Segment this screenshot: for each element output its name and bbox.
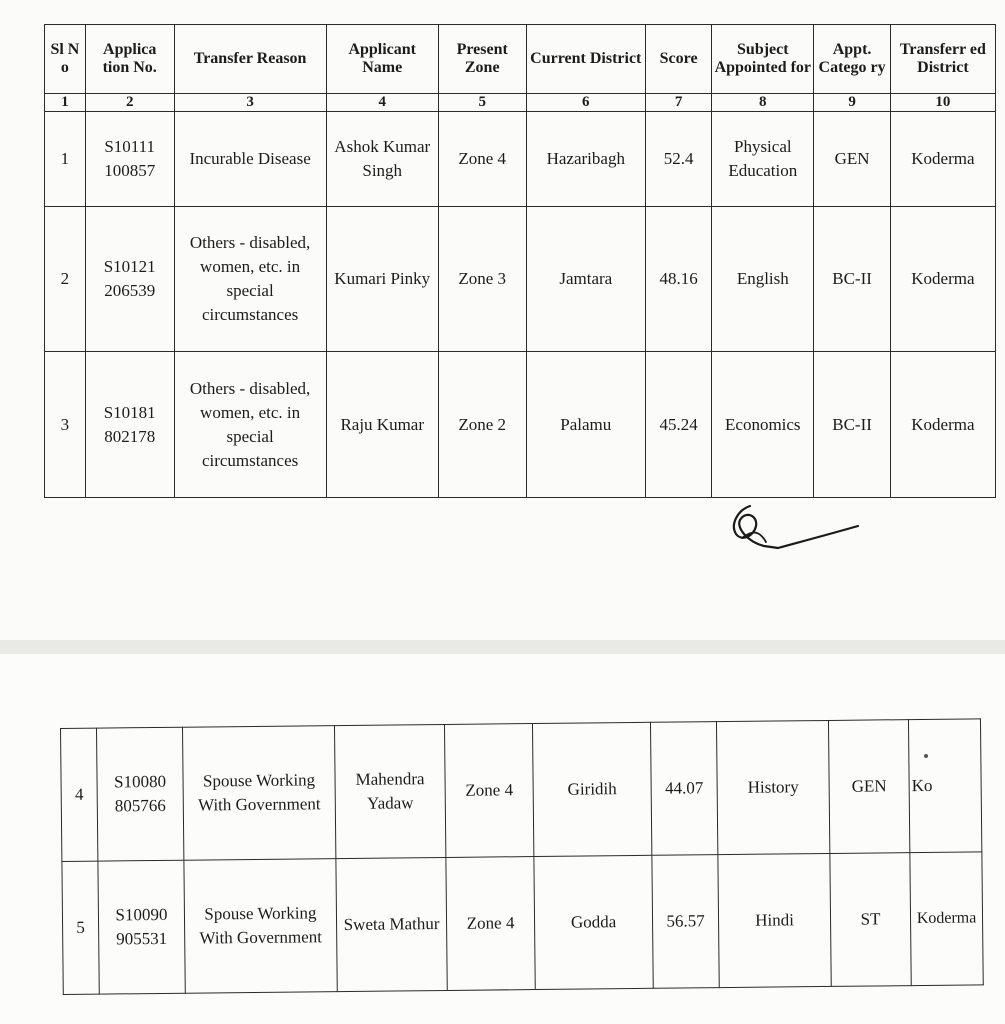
table-row bbox=[45, 207, 996, 352]
col-header-score: Score bbox=[645, 25, 711, 94]
col-number: 3 bbox=[174, 94, 326, 112]
transfer-reason-cell: Spouse Working With Government bbox=[182, 726, 335, 861]
sl-cell: 1 bbox=[45, 112, 86, 207]
score-cell: 52.4 bbox=[645, 112, 711, 207]
present-zone-cell: Zone 3 bbox=[438, 207, 526, 352]
current-district-cell: Hazaribagh bbox=[526, 112, 645, 207]
application-no-cell: S10181 802178 bbox=[85, 352, 174, 498]
sl-cell: 5 bbox=[62, 861, 99, 994]
application-no-cell: S10090 905531 bbox=[98, 860, 185, 994]
present-zone-cell: Zone 4 bbox=[438, 112, 526, 207]
col-number: 8 bbox=[712, 94, 814, 112]
application-no-cell: S10080 805766 bbox=[97, 727, 184, 861]
category-cell: GEN bbox=[814, 112, 891, 207]
col-number: 6 bbox=[526, 94, 645, 112]
transfer-table-page-1 bbox=[44, 24, 996, 498]
col-number: 7 bbox=[645, 94, 711, 112]
transfer-reason-cell: Incurable Disease bbox=[174, 112, 326, 207]
score-cell: 56.57 bbox=[652, 855, 719, 989]
column-number-row bbox=[45, 94, 996, 112]
subject-cell: History bbox=[716, 720, 829, 854]
current-district-cell: Godda bbox=[534, 855, 653, 989]
subject-cell: English bbox=[712, 207, 814, 352]
table-row bbox=[61, 719, 982, 862]
score-cell: 48.16 bbox=[645, 207, 711, 352]
category-cell: GEN bbox=[828, 720, 909, 854]
sl-cell: 4 bbox=[61, 728, 98, 861]
transfer-reason-cell: Spouse Working With Government bbox=[184, 859, 337, 994]
page-separator bbox=[0, 640, 1005, 654]
category-cell: ST bbox=[830, 853, 911, 987]
score-cell: 44.07 bbox=[650, 722, 717, 856]
transfer-reason-cell: Others - disabled, women, etc. in special circumstances bbox=[174, 352, 326, 498]
transferred-district-cell: Koderma bbox=[890, 352, 995, 498]
col-header-transferred-district: Transferr ed District bbox=[890, 25, 995, 94]
col-number: 5 bbox=[438, 94, 526, 112]
col-header-sl: Sl N o bbox=[45, 25, 86, 94]
handwritten-signature bbox=[720, 498, 870, 558]
application-no-cell: S10121 206539 bbox=[85, 207, 174, 352]
col-number: 10 bbox=[890, 94, 995, 112]
category-cell: BC-II bbox=[814, 352, 891, 498]
table-row bbox=[62, 852, 983, 995]
present-zone-cell: Zone 2 bbox=[438, 352, 526, 498]
col-header-application-no: Applica tion No. bbox=[85, 25, 174, 94]
category-cell: BC-II bbox=[814, 207, 891, 352]
table-row bbox=[45, 352, 996, 498]
col-number: 9 bbox=[814, 94, 891, 112]
present-zone-cell: Zone 4 bbox=[446, 857, 535, 991]
subject-cell: Hindi bbox=[718, 853, 831, 987]
transferred-district-cell: Koderma bbox=[910, 852, 983, 986]
applicant-name-cell: Kumari Pinky bbox=[326, 207, 438, 352]
transferred-district-cell: Ko bbox=[908, 719, 981, 853]
col-header-applicant-name: Applicant Name bbox=[326, 25, 438, 94]
applicant-name-cell: Ashok Kumar Singh bbox=[326, 112, 438, 207]
current-district-cell: Giridih bbox=[532, 722, 651, 856]
col-number: 4 bbox=[326, 94, 438, 112]
sl-cell: 2 bbox=[45, 207, 86, 352]
applicant-name-cell: Sweta Mathur bbox=[336, 857, 447, 991]
sl-cell: 3 bbox=[45, 352, 86, 498]
col-number: 1 bbox=[45, 94, 86, 112]
transfer-table-page-2 bbox=[60, 718, 984, 995]
score-cell: 45.24 bbox=[645, 352, 711, 498]
present-zone-cell: Zone 4 bbox=[444, 724, 533, 858]
transferred-district-cell: Koderma bbox=[890, 207, 995, 352]
current-district-cell: Jamtara bbox=[526, 207, 645, 352]
col-header-present-zone: Present Zone bbox=[438, 25, 526, 94]
col-number: 2 bbox=[85, 94, 174, 112]
table-row bbox=[45, 112, 996, 207]
transferred-district-cell: Koderma bbox=[890, 112, 995, 207]
current-district-cell: Palamu bbox=[526, 352, 645, 498]
applicant-name-cell: Raju Kumar bbox=[326, 352, 438, 498]
subject-cell: Physical Education bbox=[712, 112, 814, 207]
application-no-cell: S10111 100857 bbox=[85, 112, 174, 207]
transfer-reason-cell: Others - disabled, women, etc. in special circumstances bbox=[174, 207, 326, 352]
col-header-transfer-reason: Transfer Reason bbox=[174, 25, 326, 94]
col-header-current-district: Current District bbox=[526, 25, 645, 94]
page-corner-mark bbox=[924, 754, 928, 758]
header-row bbox=[45, 25, 996, 94]
subject-cell: Economics bbox=[712, 352, 814, 498]
applicant-name-cell: Mahendra Yadaw bbox=[334, 724, 445, 858]
col-header-category: Appt. Catego ry bbox=[814, 25, 891, 94]
col-header-subject: Subject Appointed for bbox=[712, 25, 814, 94]
